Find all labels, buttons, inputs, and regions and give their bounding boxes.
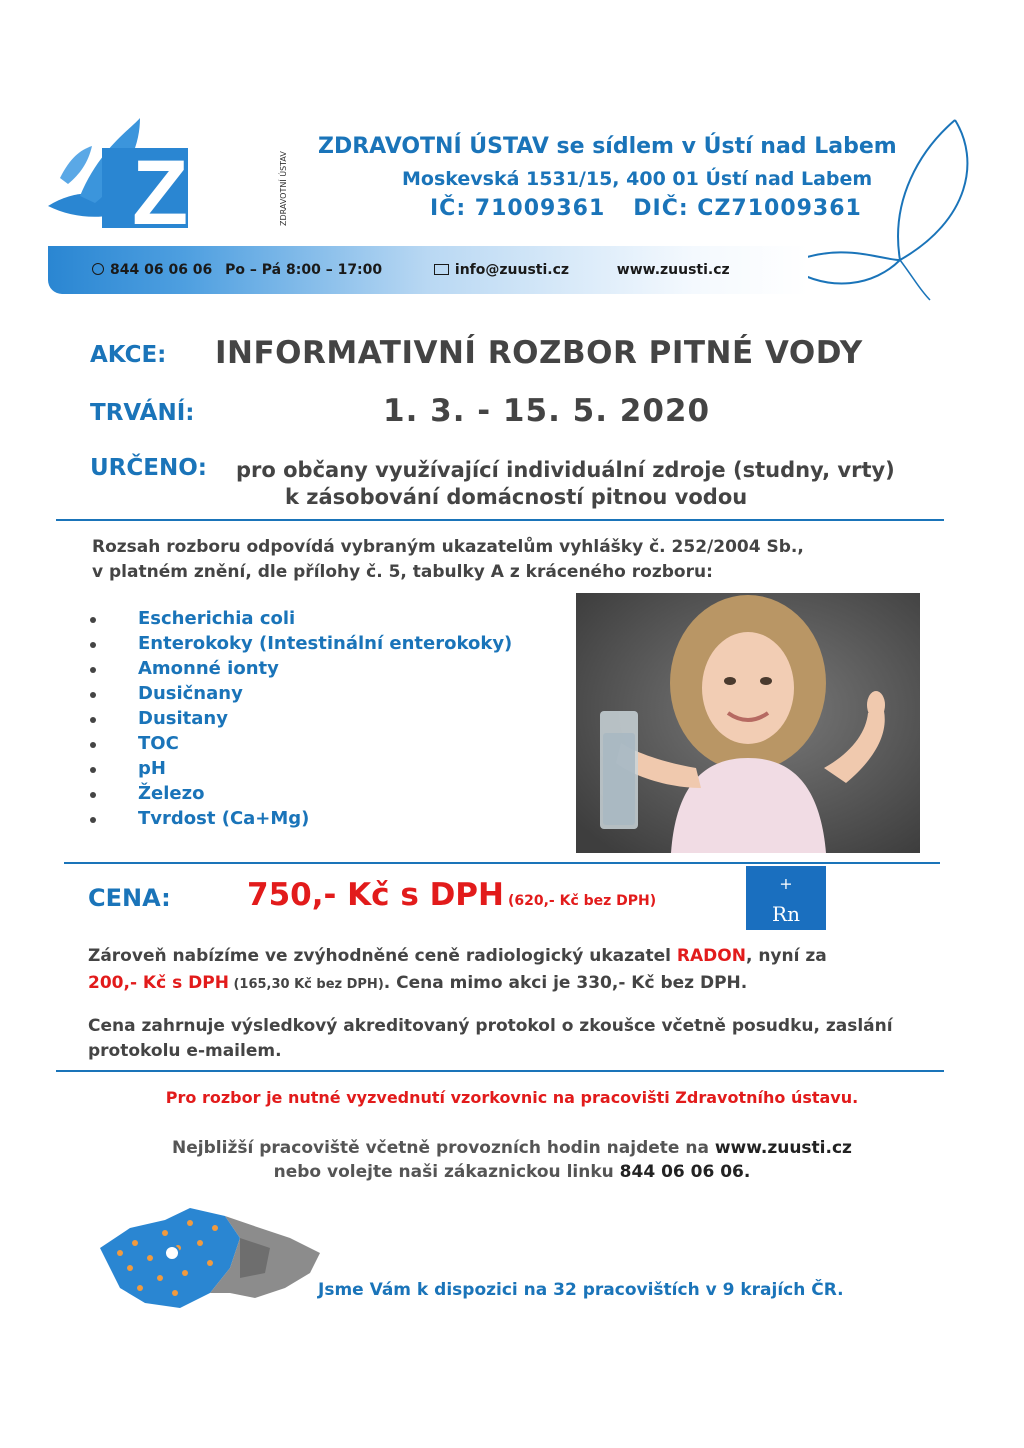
urceno-label: URČENO: bbox=[90, 455, 207, 481]
contact-phone[interactable]: 844 06 06 06 bbox=[110, 262, 213, 278]
scope-line-1: Rozsah rozboru odpovídá vybraným ukazatelům vyhlášky č. 252/2004 Sb., bbox=[92, 537, 804, 557]
parameter-list bbox=[90, 608, 512, 833]
logo-vertical-text: ZDRAVOTNÍ ÚSTAV bbox=[279, 151, 288, 226]
mail-icon bbox=[434, 264, 449, 275]
girl-with-water-photo bbox=[576, 593, 920, 853]
bullet-icon bbox=[90, 742, 96, 748]
trvani-value: 1. 3. - 15. 5. 2020 bbox=[383, 393, 711, 429]
website-link[interactable]: www.zuusti.cz bbox=[714, 1138, 852, 1158]
availability-text: Jsme Vám k dispozici na 32 pracovištích v 9 krajích ČR. bbox=[318, 1280, 844, 1300]
zu-logo bbox=[40, 108, 290, 238]
bullet-icon bbox=[90, 767, 96, 773]
list-item: Železo bbox=[90, 783, 512, 808]
trvani-label: TRVÁNÍ: bbox=[90, 400, 195, 426]
radon-offer-paragraph: Zároveň nabízíme ve zvýhodněné ceně radiologický ukazatel RADON, nyní za 200,- Kč s DPH (165,30 Kč bez DPH). Cena mimo akci je 330,- Kč bez DPH. bbox=[88, 946, 827, 993]
list-item: Tvrdost (Ca+Mg) bbox=[90, 808, 512, 833]
akce-label: AKCE: bbox=[90, 342, 167, 368]
contact-web[interactable]: www.zuusti.cz bbox=[616, 262, 730, 278]
radon-badge-text: Rn bbox=[772, 902, 800, 926]
bullet-icon bbox=[90, 692, 96, 698]
bullet-icon bbox=[90, 792, 96, 798]
sample-pickup-notice: Pro rozbor je nutné vyzvednutí vzorkovnic na pracovišti Zdravotního ústavu. bbox=[165, 1088, 859, 1107]
nearest-office-line-2: nebo volejte naši zákaznickou linku 844 06 06 06. bbox=[273, 1162, 751, 1182]
bullet-icon bbox=[90, 667, 96, 673]
radon-badge-plus: + bbox=[779, 874, 793, 893]
czech-republic-map bbox=[90, 1198, 330, 1318]
contact-hours: Po – Pá 8:00 – 17:00 bbox=[225, 262, 383, 278]
list-item: Enterokoky (Intestinální enterokoky) bbox=[90, 633, 512, 658]
urceno-line-1: pro občany využívající individuální zdroje (studny, vrty) bbox=[236, 458, 895, 482]
list-item: Dusičnany bbox=[90, 683, 512, 708]
radon-price: 200,- Kč s DPH bbox=[88, 973, 229, 993]
divider bbox=[56, 519, 944, 521]
radon-price-note: (165,30 Kč bez DPH) bbox=[228, 977, 384, 992]
nearest-office-line-1: Nejbližší pracoviště včetně provozních hodin najdete na www.zuusti.cz bbox=[172, 1138, 852, 1158]
scope-line-2: v platném znění, dle přílohy č. 5, tabulky A z kráceného rozboru: bbox=[92, 562, 713, 582]
divider bbox=[56, 1070, 944, 1072]
list-item: Amonné ionty bbox=[90, 658, 512, 683]
org-address: Moskevská 1531/15, 400 01 Ústí nad Labem bbox=[402, 168, 873, 190]
phone-icon bbox=[92, 263, 104, 275]
divider bbox=[64, 862, 940, 864]
list-item: TOC bbox=[90, 733, 512, 758]
org-name: ZDRAVOTNÍ ÚSTAV se sídlem v Ústí nad Labem bbox=[318, 134, 897, 159]
price-note: (620,- Kč bez DPH) bbox=[507, 893, 657, 909]
bullet-icon bbox=[90, 642, 96, 648]
radon-word: RADON bbox=[676, 946, 746, 966]
customer-line-phone[interactable]: 844 06 06 06 bbox=[619, 1162, 744, 1182]
list-item: pH bbox=[90, 758, 512, 783]
contact-line bbox=[92, 262, 730, 278]
dic-number: DIČ: CZ71009361 bbox=[633, 196, 862, 221]
price-amount: 750,- Kč s DPH bbox=[247, 877, 504, 913]
radon-badge bbox=[746, 866, 826, 930]
price-value bbox=[247, 877, 656, 913]
list-item: Dusitany bbox=[90, 708, 512, 733]
ico-number: IČ: 71009361 bbox=[430, 196, 606, 221]
price-label: CENA: bbox=[88, 884, 171, 912]
leaf-decoration bbox=[780, 110, 990, 310]
list-item: Escherichia coli bbox=[90, 608, 512, 633]
logo-letters: ZÚ bbox=[132, 142, 255, 238]
contact-email[interactable]: info@zuusti.cz bbox=[454, 262, 570, 278]
bullet-icon bbox=[90, 717, 96, 723]
bullet-icon bbox=[90, 817, 96, 823]
bullet-icon bbox=[90, 617, 96, 623]
akce-value: INFORMATIVNÍ ROZBOR PITNÉ VODY bbox=[215, 335, 863, 371]
urceno-line-2: k zásobování domácností pitnou vodou bbox=[285, 485, 748, 509]
protocol-paragraph: Cena zahrnuje výsledkový akreditovaný protokol o zkoušce včetně posudku, zaslání protokolu e-mailem. bbox=[88, 1016, 893, 1061]
